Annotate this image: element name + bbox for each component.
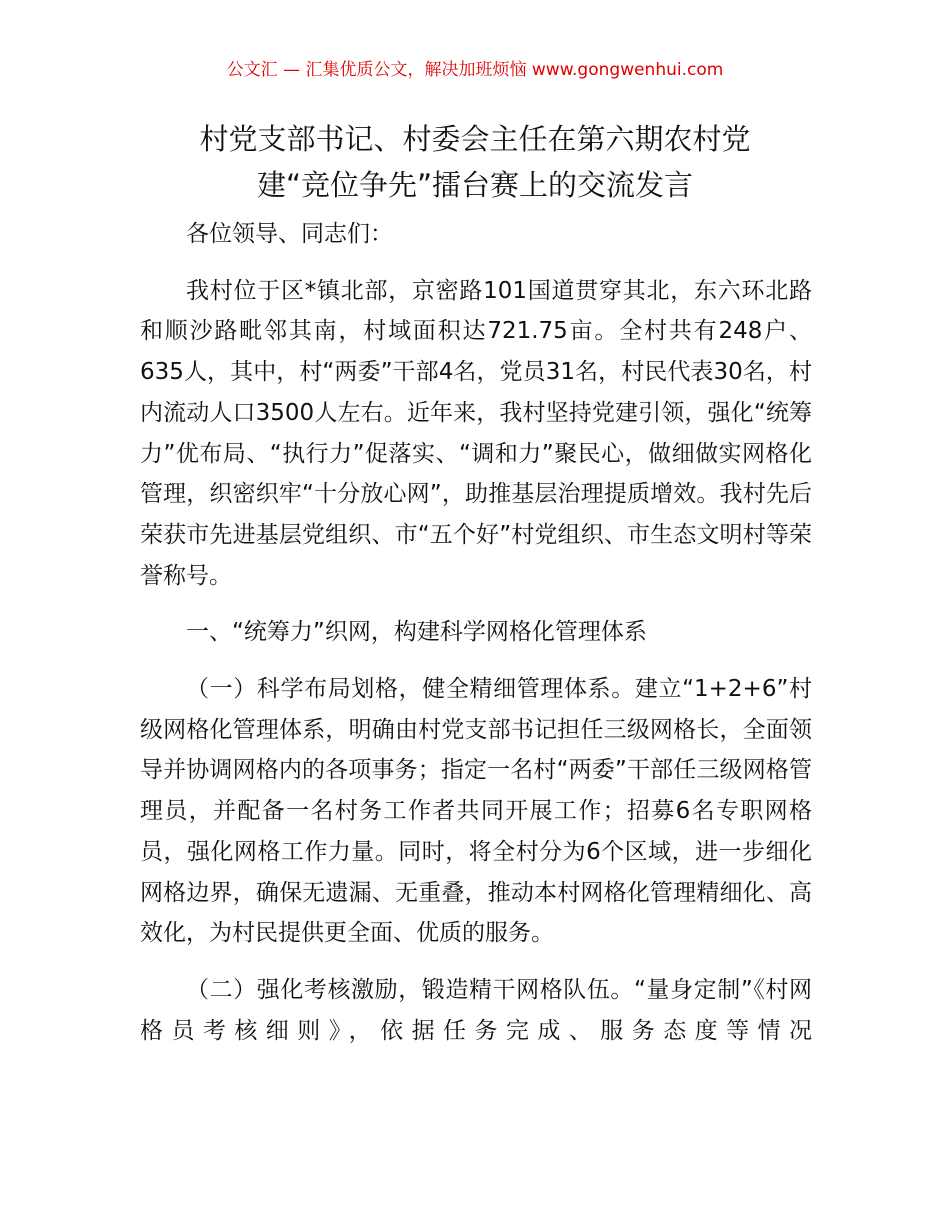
page-title [140,116,810,208]
title-line-2: 建“竞位争先”擂台赛上的交流发言 [256,168,694,202]
document-body [140,214,812,1051]
title-line-1: 村党支部书记、村委会主任在第六期农村党 [199,122,751,156]
paragraph-section-1-1: （一）科学布局划格，健全精细管理体系。建立“1+2+6”村级网格化管理体系，明确由村党支部书记担任三级网格长，全面领导并协调网格内的各项事务；指定一名村“两委”干部任三级网格管理员，并配备一名村务工作者共同开展工作；招募6名专职网格员，强化网格工作力量。同时，将全村分为6个区域，进一步细化网格边界，确保无遗漏、无重叠，推动本村网格化管理精细化、高效化，为村民提供更全面、优质的服务。 [140,676,812,947]
watermark-header: 公文汇 — 汇集优质公文，解决加班烦恼 www.gongwenhui.com [226,60,724,80]
paragraph-intro: 我村位于区*镇北部，京密路101国道贯穿其北，东六环北路和顺沙路毗邻其南，村域面积达721.75亩。全村共有248户、635人，其中，村“两委”干部4名，党员31名，村民代表30名，村内流动人口3500人左右。近年来，我村坚持党建引领，强化“统筹力”优布局、“执行力”促落实、“调和力”聚民心，做细做实网格化管理，织密织牢“十分放心网”，助推基层治理提质增效。我村先后荣获市先进基层党组织、市“五个好”村党组织、市生态文明村等荣誉称号。 [140,277,812,589]
paragraph-section-1-2: （二）强化考核激励，锻造精干网格队伍。“量身定制”《村网格员考核细则》，依据任务完成、服务态度等情况 [140,976,812,1044]
greeting: 各位领导、同志们： [186,221,393,247]
section-heading-1: 一、“统筹力”织网，构建科学网格化管理体系 [186,619,647,646]
